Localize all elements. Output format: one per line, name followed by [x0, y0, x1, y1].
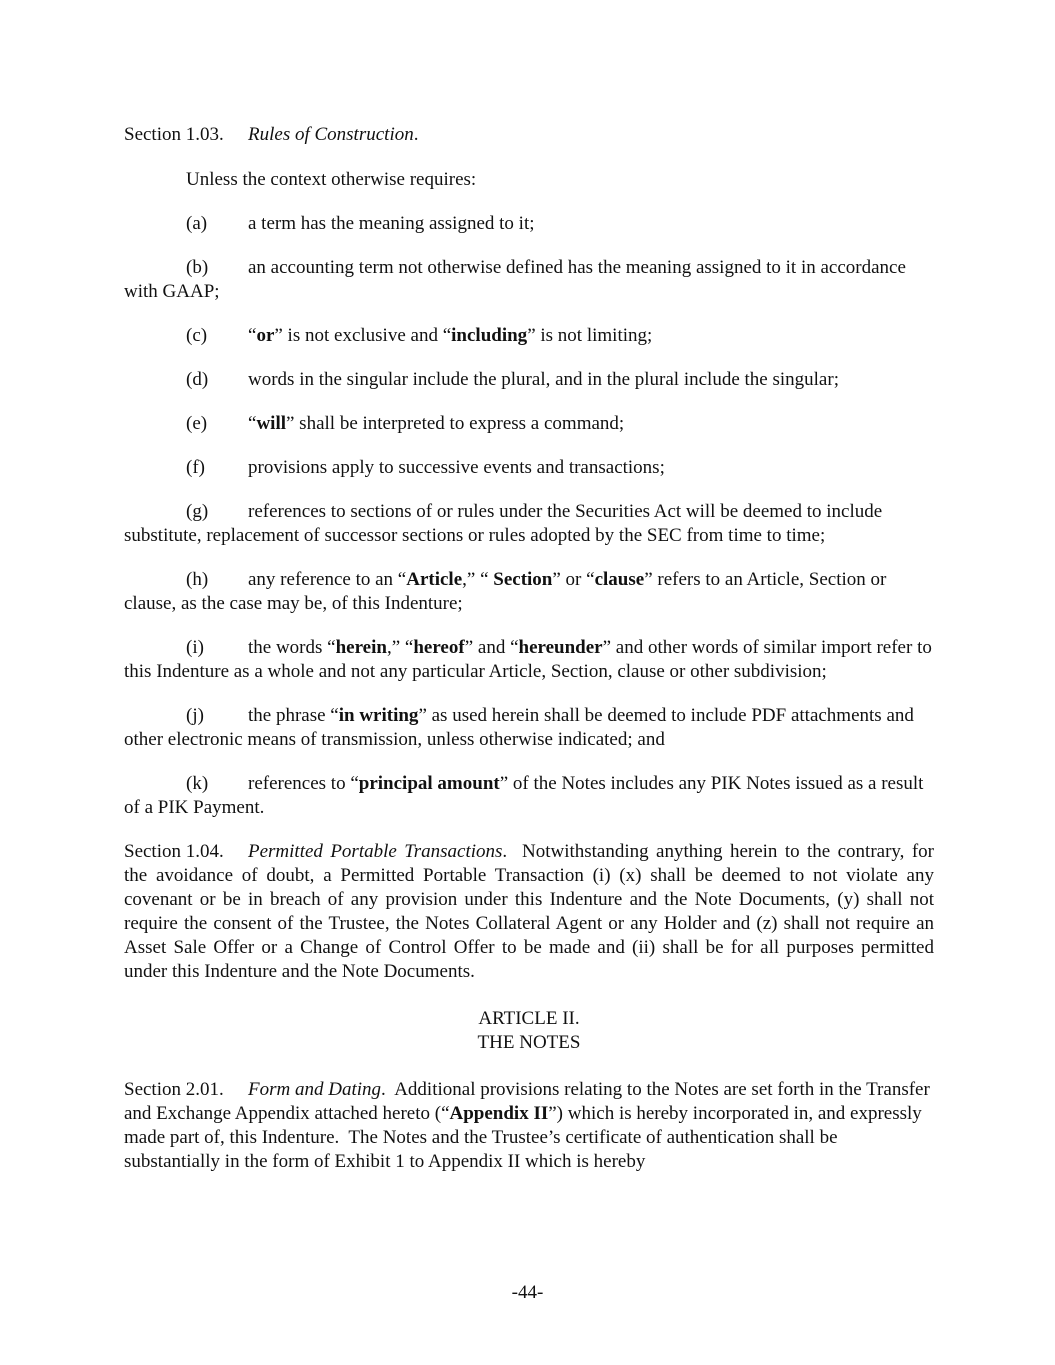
defined-term: Section [493, 569, 553, 590]
defined-term: including [451, 325, 528, 346]
clause-g [124, 500, 934, 548]
section-number: Section 1.04. [124, 841, 224, 862]
clause-label: (a) [186, 213, 208, 234]
clause-label: (c) [186, 325, 208, 346]
clause-text: provisions apply to successive events and transactions; [248, 457, 665, 478]
article-number: ARTICLE II. [478, 1008, 580, 1029]
section-number: Section 2.01. [124, 1079, 224, 1100]
section-title: Permitted Portable Transactions [248, 841, 503, 862]
defined-term: herein [335, 637, 387, 658]
defined-term: hereof [413, 637, 465, 658]
clause-c: (c) “or” is not exclusive and “including” is not limiting; [186, 325, 653, 346]
clause-label: (k) [186, 773, 209, 794]
defined-term: clause [594, 569, 645, 590]
clause-a [124, 212, 934, 236]
article-title: THE NOTES [477, 1032, 581, 1053]
clause-k: (k) references to “principal amount” of the Notes includes any PIK Notes issued as a result of a PIK Payment. [124, 773, 924, 818]
section-title: Form and Dating [248, 1079, 381, 1100]
defined-term: hereunder [518, 637, 603, 658]
defined-term: in writing [338, 705, 419, 726]
document-page [124, 123, 939, 1174]
section-number: Section 1.03. [124, 124, 224, 145]
clause-j: (j) the phrase “in writing” as used herein shall be deemed to include PDF attachments and other electronic means of transmission, unless otherwise indicated; and [124, 705, 914, 750]
clause-label: (g) [186, 501, 209, 522]
clause-d [124, 368, 934, 392]
clause-label: (d) [186, 369, 209, 390]
clause-label: (f) [186, 457, 205, 478]
clause-label: (h) [186, 569, 209, 590]
clause-label: (j) [186, 705, 204, 726]
clause-h: (h) any reference to an “Article,” “ Section” or “clause” refers to an Article, Section or clause, as the case may be, of this Indenture; [124, 569, 887, 614]
clause-text: a term has the meaning assigned to it; [248, 213, 535, 234]
clause-b [124, 256, 934, 304]
defined-term: will [256, 413, 286, 434]
clause-i: (i) the words “herein,” “hereof” and “hereunder” and other words of similar import refer to this Indenture as a whole and not any particular Article, Section, clause or other subdivision; [124, 637, 932, 682]
clause-label: (e) [186, 413, 208, 434]
page-number: -44- [511, 1282, 544, 1303]
defined-term: or [256, 325, 275, 346]
section-1-03-heading: Section 1.03. Rules of Construction. [124, 124, 419, 145]
clause-label: (b) [186, 257, 209, 278]
section-intro: Unless the context otherwise requires: [186, 169, 477, 190]
clause-text: words in the singular include the plural, and in the plural include the singular; [248, 369, 839, 390]
section-body: Notwithstanding anything herein to the contrary, for the avoidance of doubt, a Permitted Portable Transaction (i) (x) shall be deemed to not violate any covenant or be in breach of any provision under this Indenture and the Note Documents, (y) shall not require the consent of the Trustee, the Notes Collateral Agent or any Holder and (z) shall not require an Asset Sale Offer or a Change of Control Offer to be made and (ii) shall be for all purposes permitted under this Indenture and the Note Documents. [124, 841, 939, 982]
clause-text: references to sections of or rules under the Securities Act will be deemed to include substitute, replacement of successor sections or rules adopted by the SEC from time to time; [124, 501, 883, 546]
clause-label: (i) [186, 637, 204, 658]
defined-term: Appendix II [449, 1103, 549, 1124]
clause-e: (e) “will” shall be interpreted to express a command; [186, 413, 625, 434]
section-2-01: Section 2.01. Form and Dating. Additional provisions relating to the Notes are set forth in the Transfer and Exchange Appendix attached hereto (“Appendix II”) which is hereby incorporated in, and expressly made part of, this Indenture. The Notes and the Trustee’s certificate of authentication shall be substantially in the form of Exhibit 1 to Appendix II which is hereby [124, 1079, 935, 1172]
clause-text: an accounting term not otherwise defined has the meaning assigned to it in accordance with GAAP; [124, 257, 906, 302]
article-heading [124, 1007, 934, 1055]
defined-term: principal amount [358, 773, 500, 794]
section-1-04: Section 1.04. Permitted Portable Transactions. Notwithstanding anything herein to the contrary, for the avoidance of doubt, a Permitted Portable Transaction (i) (x) shall be deemed to not violate any covenant or be in breach of any provision under this Indenture and the Note Documents, (y) shall not require the consent of the Trustee, the Notes Collateral Agent or any Holder and (z) shall not require an Asset Sale Offer or a Change of Control Offer to be made and (ii) shall be for all purposes permitted under this Indenture and the Note Documents. [124, 841, 939, 982]
section-title: Rules of Construction [248, 124, 414, 145]
clause-f [124, 456, 934, 480]
defined-term: Article [406, 569, 463, 590]
